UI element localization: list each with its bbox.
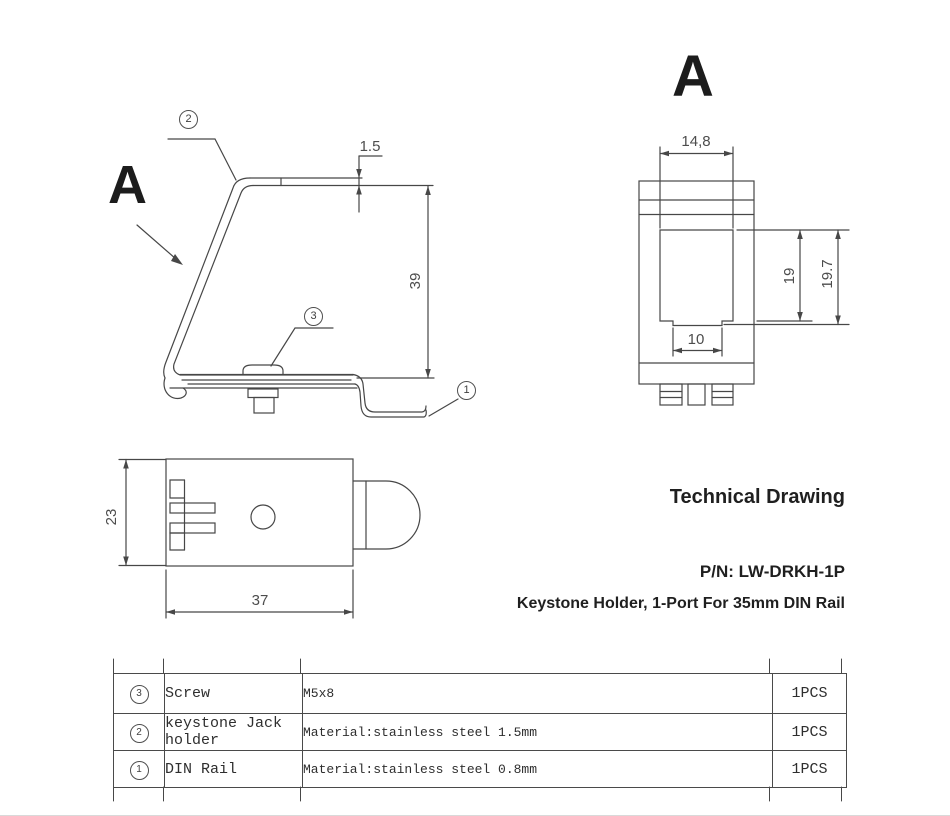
dim-total-height: 19.7 xyxy=(819,259,836,289)
dim-thickness-lines xyxy=(356,156,382,212)
bom-item-balloon: 3 xyxy=(130,685,149,704)
dim-notch-width: 10 xyxy=(687,331,705,348)
bom-part-name: DIN Rail xyxy=(165,751,303,788)
top-view-outline xyxy=(166,459,420,566)
side-view-outline xyxy=(164,178,433,398)
bom-part-qty: 1PCS xyxy=(773,714,847,751)
table-row xyxy=(114,751,847,788)
table-row xyxy=(114,674,847,714)
front-view-outline xyxy=(639,181,754,405)
bom-item-balloon: 1 xyxy=(130,761,149,780)
bom-part-name: keystone Jack holder xyxy=(165,714,303,751)
callout-2-leader xyxy=(168,139,236,180)
bom-part-qty: 1PCS xyxy=(773,674,847,714)
callout-2-balloon: 2 xyxy=(179,110,198,129)
bom-part-spec: M5x8 xyxy=(303,674,773,714)
bom-part-spec: Material:stainless steel 1.5mm xyxy=(303,714,773,751)
section-arrow xyxy=(137,225,183,265)
dim-front-width: 14,8 xyxy=(681,133,711,150)
sheet-title: Technical Drawing xyxy=(669,486,845,508)
dim-length: 37 xyxy=(251,592,269,609)
part-number: P/N: LW-DRKH-1P xyxy=(699,562,845,581)
dim-depth-lines xyxy=(119,460,166,566)
callout-3-leader xyxy=(271,328,333,366)
front-view-label: A xyxy=(672,44,714,109)
din-rail xyxy=(170,375,426,418)
bom-item-balloon: 2 xyxy=(130,724,149,743)
part-description: Keystone Holder, 1-Port For 35mm DIN Rail xyxy=(516,595,845,612)
dim-opening-height: 19 xyxy=(781,267,798,285)
table-row xyxy=(114,714,847,751)
callout-1-leader xyxy=(429,399,458,416)
dim-depth: 23 xyxy=(103,508,120,526)
callout-3-balloon: 3 xyxy=(304,307,323,326)
screw-side xyxy=(243,365,283,413)
dim-height: 39 xyxy=(407,272,424,290)
bom-part-name: Screw xyxy=(165,674,303,714)
bom-part-spec: Material:stainless steel 0.8mm xyxy=(303,751,773,788)
keystone-opening xyxy=(660,230,733,326)
screw-hole xyxy=(251,505,275,529)
bom-part-qty: 1PCS xyxy=(773,751,847,788)
callout-1-balloon: 1 xyxy=(457,381,476,400)
dim-width-lines xyxy=(660,147,733,228)
bom-table xyxy=(113,673,847,788)
dim-thickness: 1.5 xyxy=(359,138,381,155)
side-view-label: A xyxy=(108,155,147,215)
